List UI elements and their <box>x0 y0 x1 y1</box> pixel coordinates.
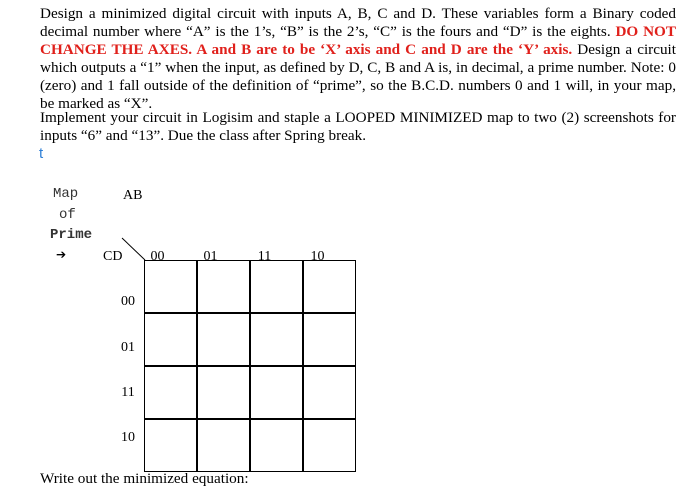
kmap-cell[interactable] <box>250 313 303 366</box>
col-label-01: 01 <box>203 249 218 264</box>
text-cursor-glyph: t <box>39 145 44 162</box>
map-title-line3: Prime <box>50 227 93 243</box>
row-label-00: 00 <box>121 294 135 309</box>
kmap-cell[interactable] <box>303 419 356 472</box>
kmap-cell[interactable] <box>250 419 303 472</box>
col-label-00: 00 <box>150 249 165 264</box>
problem-text-1b: Design a circuit which outputs a “1” when the input, as defined by D, C, B and A is, in decimal, a prime number. Note: 0 (zero) and 1 fall outside of the definition of “prime”, so the B.C.D. numbers 0 and 1 will, in your map, be marked as “X”. <box>40 41 676 112</box>
col-label-11: 11 <box>257 249 272 264</box>
kmap-cell[interactable] <box>197 419 250 472</box>
problem-paragraph-2: Implement your circuit in Logisim and staple a LOOPED MINIMIZED map to two (2) screenshots for inputs “6” and “13”. Due the class after Spring break. <box>40 109 676 144</box>
kmap-cell[interactable] <box>197 313 250 366</box>
problem-text-1a: Design a minimized digital circuit with inputs A, B, C and D. These variables form a Binary coded decimal number where “A” is the 1’s, “B” is the 2’s, “C” is the fours and “D” is the eights. <box>40 5 676 40</box>
map-title-line1: Map <box>53 186 79 202</box>
kmap-cell[interactable] <box>197 260 250 313</box>
col-label-10: 10 <box>310 249 325 264</box>
kmap-cell[interactable] <box>197 366 250 419</box>
row-axis-label: CD <box>103 249 123 264</box>
row-label-11: 11 <box>121 385 135 400</box>
row-label-01: 01 <box>121 340 135 355</box>
kmap-cell[interactable] <box>303 366 356 419</box>
map-title-line2: of <box>59 207 76 223</box>
kmap-cell[interactable] <box>144 366 197 419</box>
kmap-cell[interactable] <box>144 260 197 313</box>
karnaugh-map-grid <box>144 260 356 472</box>
kmap-cell[interactable] <box>144 419 197 472</box>
kmap-cell[interactable] <box>250 366 303 419</box>
kmap-cell[interactable] <box>144 313 197 366</box>
kmap-cell[interactable] <box>250 260 303 313</box>
col-axis-label: AB <box>123 188 143 203</box>
equation-prompt: Write out the minimized equation: <box>40 470 249 487</box>
row-label-10: 10 <box>121 430 135 445</box>
arrow-icon: ➔ <box>56 247 67 266</box>
kmap-cell[interactable] <box>303 260 356 313</box>
axes-warning: DO NOT CHANGE THE AXES. A and B are to be ‘X’ axis and C and D are the ‘Y’ axis. <box>40 23 676 58</box>
kmap-cell[interactable] <box>303 313 356 366</box>
